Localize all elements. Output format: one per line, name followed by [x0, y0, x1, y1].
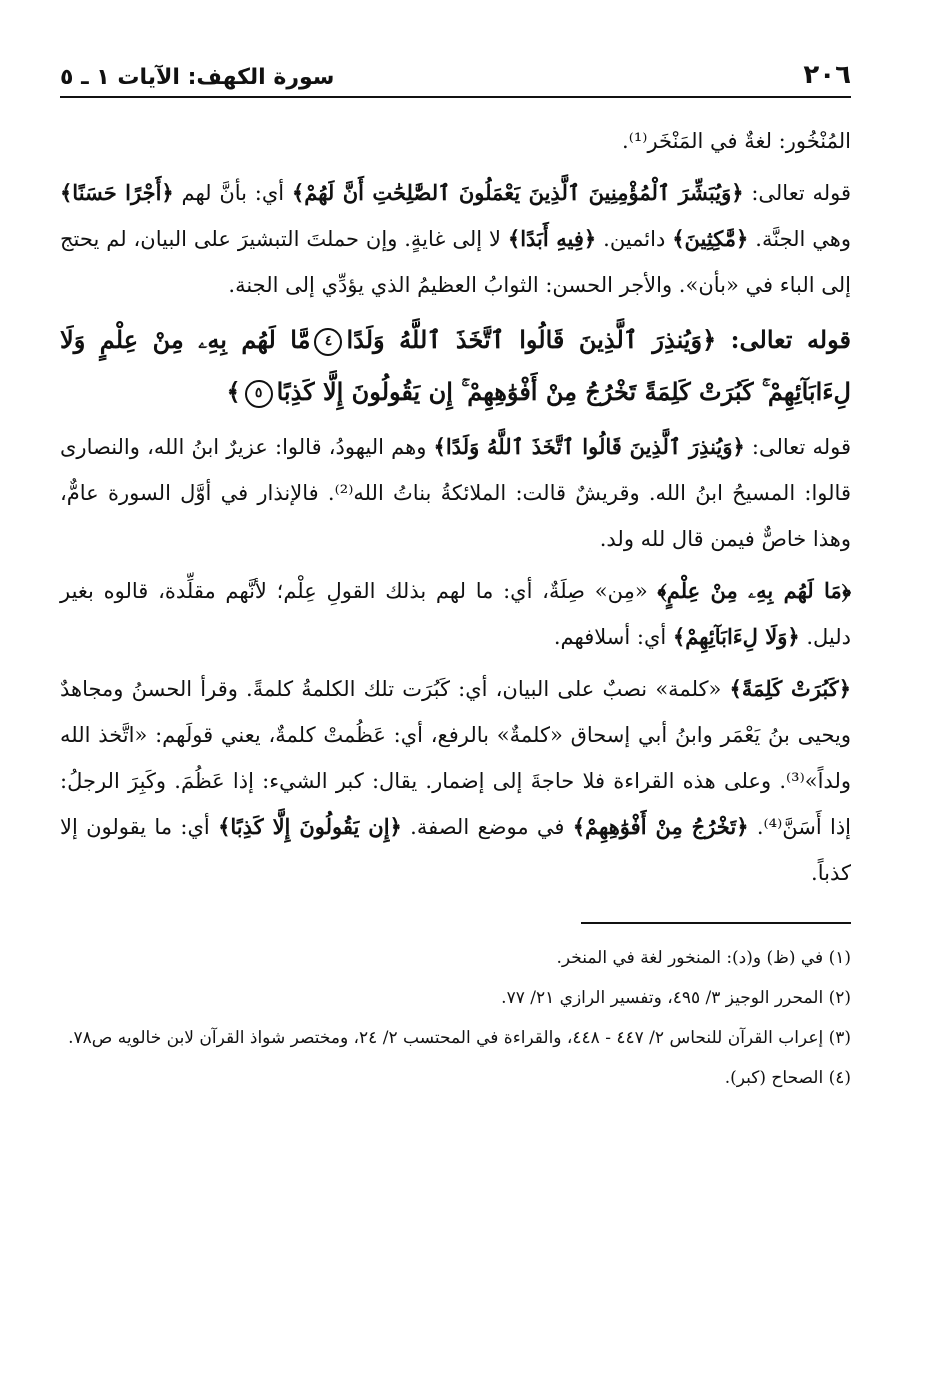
paragraph-text: في موضع الصفة. [401, 815, 573, 839]
footnote-1: (١) في (ظ) و(د): المنخور لغة في المنخر. [556, 948, 851, 968]
verse-number-marker: ٥ [245, 380, 273, 408]
verse-close-bracket: ﴾ [226, 377, 241, 406]
footnote-4: (٤) الصحاح (كبر). [724, 1068, 851, 1088]
paragraph-text: المُنْخُور: لغةٌ في المَنْخَر⁽¹⁾. [622, 129, 851, 153]
paragraph-text: «كلمة» نصبٌ على البيان، أي: كَبُرَت تلك الكلمةُ كلمةً. وقرأ الحسنُ ومجاهدٌ ويحيى بنُ يَعْمَر وابنُ أبي إسحاق «كلمةٌ» بالرفع، أي: عَظُمتْ كلمةٌ، يعني قولَهم: «اتَّخذ الله ولداً»⁽³⁾. وعلى هذه القراءة فلا حاجةَ إلى إضمار. يقال: كبر الشيء: إذا عَظُمَ. وكَبِرَ الرجلُ: إذا أَسَنَّ⁽⁴⁾. [60, 677, 852, 839]
paragraph-text: دائمين. [596, 227, 673, 251]
book-page [60, 60, 851, 1359]
page-header [60, 60, 851, 98]
verse-heading [60, 314, 851, 418]
quran-quote: ﴿أَجْرًا حَسَنًا﴾ [60, 180, 174, 205]
footnote-separator [581, 922, 851, 924]
running-title: سورة الكهف: الآيات ١ ـ ٥ [60, 65, 335, 90]
paragraph-text: أي: ما يقولون إلا كذباً. [60, 815, 851, 885]
paragraph-text: أي: أسلافهم. [553, 625, 673, 649]
quran-quote: ﴿إِن يَقُولُونَ إِلَّا كَذِبًا﴾ [218, 814, 402, 839]
quran-quote: ﴿وَيُنذِرَ ٱلَّذِينَ قَالُوا ٱتَّخَذَ ٱللَّهُ وَلَدًا﴾ [433, 434, 745, 459]
paragraph-text: أي: بأنَّ لهم [173, 181, 292, 205]
quran-quote: ﴿وَيُبَشِّرَ ٱلْمُؤْمِنِينَ ٱلَّذِينَ يَعْمَلُونَ ٱلصَّٰلِحَٰتِ أَنَّ لَهُمْ﴾ [291, 180, 744, 205]
paragraph-intro: قوله تعالى: [743, 181, 852, 205]
quran-quote: ﴿تَخْرُجُ مِنْ أَفْوَٰهِهِمْ﴾ [572, 814, 749, 839]
quran-quote: ﴿مَّٰكِثِينَ﴾ [672, 226, 749, 251]
quran-quote: ﴿مَا لَهُم بِهِۦ مِنْ عِلْمٍ﴾ [657, 578, 852, 603]
quran-quote: ﴿فِيهِ أَبَدًا﴾ [507, 226, 597, 251]
main-text [60, 118, 851, 896]
verse-text: ﴿وَيُنذِرَ ٱلَّذِينَ قَالُوا ٱتَّخَذَ ٱللَّهُ وَلَدًا [346, 325, 717, 354]
paragraph-text: «مِن» صِلَةٌ، أي: ما لهم بذلك القولِ عِلْم؛ لأنَّهم مقلِّدة، قالوه بغير دليل. [60, 579, 851, 649]
paragraph-1 [60, 118, 851, 164]
paragraph-2 [60, 170, 851, 308]
verse-intro: قوله تعالى: [716, 325, 851, 354]
paragraph-text: وهي الجنَّة. [748, 227, 851, 251]
paragraph-text: لا إلى غايةٍ. وإن حملتَ التبشيرَ على البيان، لم يحتج إلى الباء في «بأن». والأجر الحسن: الثوابُ العظيمُ الذي يؤدِّي إلى الجنة. [60, 227, 851, 297]
footnotes [60, 938, 851, 1098]
quran-quote: ﴿كَبُرَتْ كَلِمَةً﴾ [729, 676, 852, 701]
page-number: ٢٠٦ [803, 60, 851, 90]
paragraph-3 [60, 424, 851, 562]
paragraph-intro: قوله تعالى: [744, 435, 851, 459]
paragraph-5 [60, 666, 851, 896]
paragraph-text: وهم اليهودُ، قالوا: عزيرٌ ابنُ الله، والنصارى قالوا: المسيحُ ابنُ الله. وقريشٌ قالت: الملائكةُ بناتُ الله⁽²⁾. فالإنذار في أوَّل السورة عامٌّ، وهذا خاصٌّ فيمن قال لله ولد. [60, 435, 851, 551]
verse-number-marker: ٤ [314, 328, 342, 356]
verse-text: مَّا لَهُم بِهِۦ مِنْ عِلْمٍ وَلَا لِءَابَآئِهِمْ ۚ كَبُرَتْ كَلِمَةً تَخْرُجُ مِنْ أَفْوَٰهِهِمْ ۚ إِن يَقُولُونَ إِلَّا كَذِبًا [60, 325, 851, 406]
footnote-3: (٣) إعراب القرآن للنحاس ٢/ ٤٤٧ - ٤٤٨، والقراءة في المحتسب ٢/ ٢٤، ومختصر شواذ القرآن لابن خالويه ص٧٨. [68, 1028, 851, 1048]
footnote-2: (٢) المحرر الوجيز ٣/ ٤٩٥، وتفسير الرازي ٢١/ ٧٧. [501, 988, 851, 1008]
paragraph-4 [60, 568, 851, 660]
quran-quote: ﴿وَلَا لِءَابَآئِهِمْ﴾ [672, 624, 800, 649]
